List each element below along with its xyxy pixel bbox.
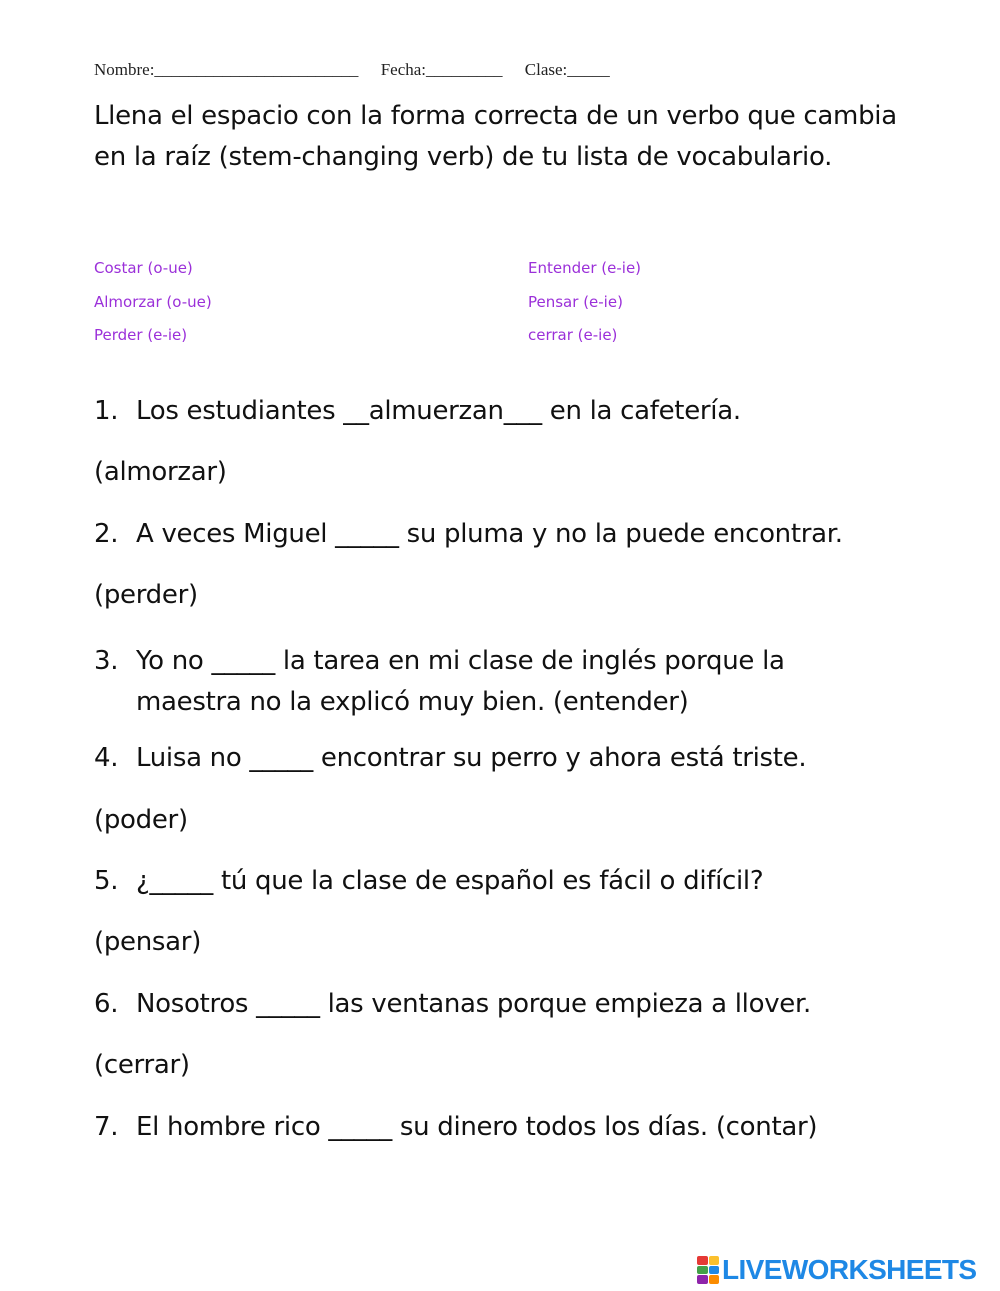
question-number: 7. [94, 1112, 119, 1142]
question-7 [94, 1112, 817, 1142]
question-number: 2. [94, 519, 119, 549]
question-1-hint: (almorzar) [94, 457, 227, 487]
question-text-continued: maestra no la explicó muy bien. (entender) [136, 687, 689, 717]
nombre-field[interactable]: Nombre:________________________ [94, 60, 359, 79]
verb-item: Almorzar (o-ue) [94, 292, 212, 311]
question-text[interactable]: A veces Miguel _____ su pluma y no la puede encontrar. [136, 519, 843, 549]
question-2 [94, 519, 843, 549]
logo-text: LIVEWORKSHEETS [722, 1254, 977, 1285]
question-number: 6. [94, 989, 119, 1019]
question-text[interactable]: ¿_____ tú que la clase de español es fácil o difícil? [136, 866, 764, 896]
question-2-hint: (perder) [94, 580, 198, 610]
question-number: 3. [94, 646, 119, 676]
question-4-hint: (poder) [94, 805, 188, 835]
student-info-header [94, 60, 610, 80]
verb-item: cerrar (e-ie) [528, 326, 618, 344]
verb-list-right [528, 252, 641, 353]
question-text[interactable]: Los estudiantes __almuerzan___ en la cafetería. [136, 396, 741, 426]
question-number: 5. [94, 866, 119, 896]
verb-item: Perder (e-ie) [94, 326, 188, 344]
question-1 [94, 396, 741, 426]
question-5-hint: (pensar) [94, 927, 202, 957]
question-text[interactable]: Yo no _____ la tarea en mi clase de inglés porque la [136, 646, 785, 676]
question-3 [94, 641, 785, 723]
question-number: 4. [94, 743, 119, 773]
verb-item: Entender (e-ie) [528, 259, 642, 277]
liveworksheets-logo-icon [697, 1256, 719, 1284]
verb-item: Costar (o-ue) [94, 259, 193, 277]
question-4 [94, 743, 806, 773]
verb-list-left [94, 252, 212, 353]
question-6 [94, 989, 811, 1019]
liveworksheets-logo[interactable] [697, 1252, 977, 1288]
question-text[interactable]: Luisa no _____ encontrar su perro y ahora está triste. [136, 743, 807, 773]
clase-field[interactable]: Clase:_____ [524, 60, 610, 79]
instructions: Llena el espacio con la forma correcta de un verbo que cambia en la raíz (stem-changing verb) de tu lista de vocabulario. [94, 101, 897, 172]
question-text[interactable]: Nosotros _____ las ventanas porque empieza a llover. [136, 989, 811, 1019]
question-5 [94, 866, 763, 896]
question-6-hint: (cerrar) [94, 1050, 190, 1080]
question-text[interactable]: El hombre rico _____ su dinero todos los días. (contar) [136, 1112, 818, 1142]
question-number: 1. [94, 396, 119, 426]
verb-item: Pensar (e-ie) [528, 292, 623, 311]
fecha-field[interactable]: Fecha:_________ [380, 60, 503, 79]
